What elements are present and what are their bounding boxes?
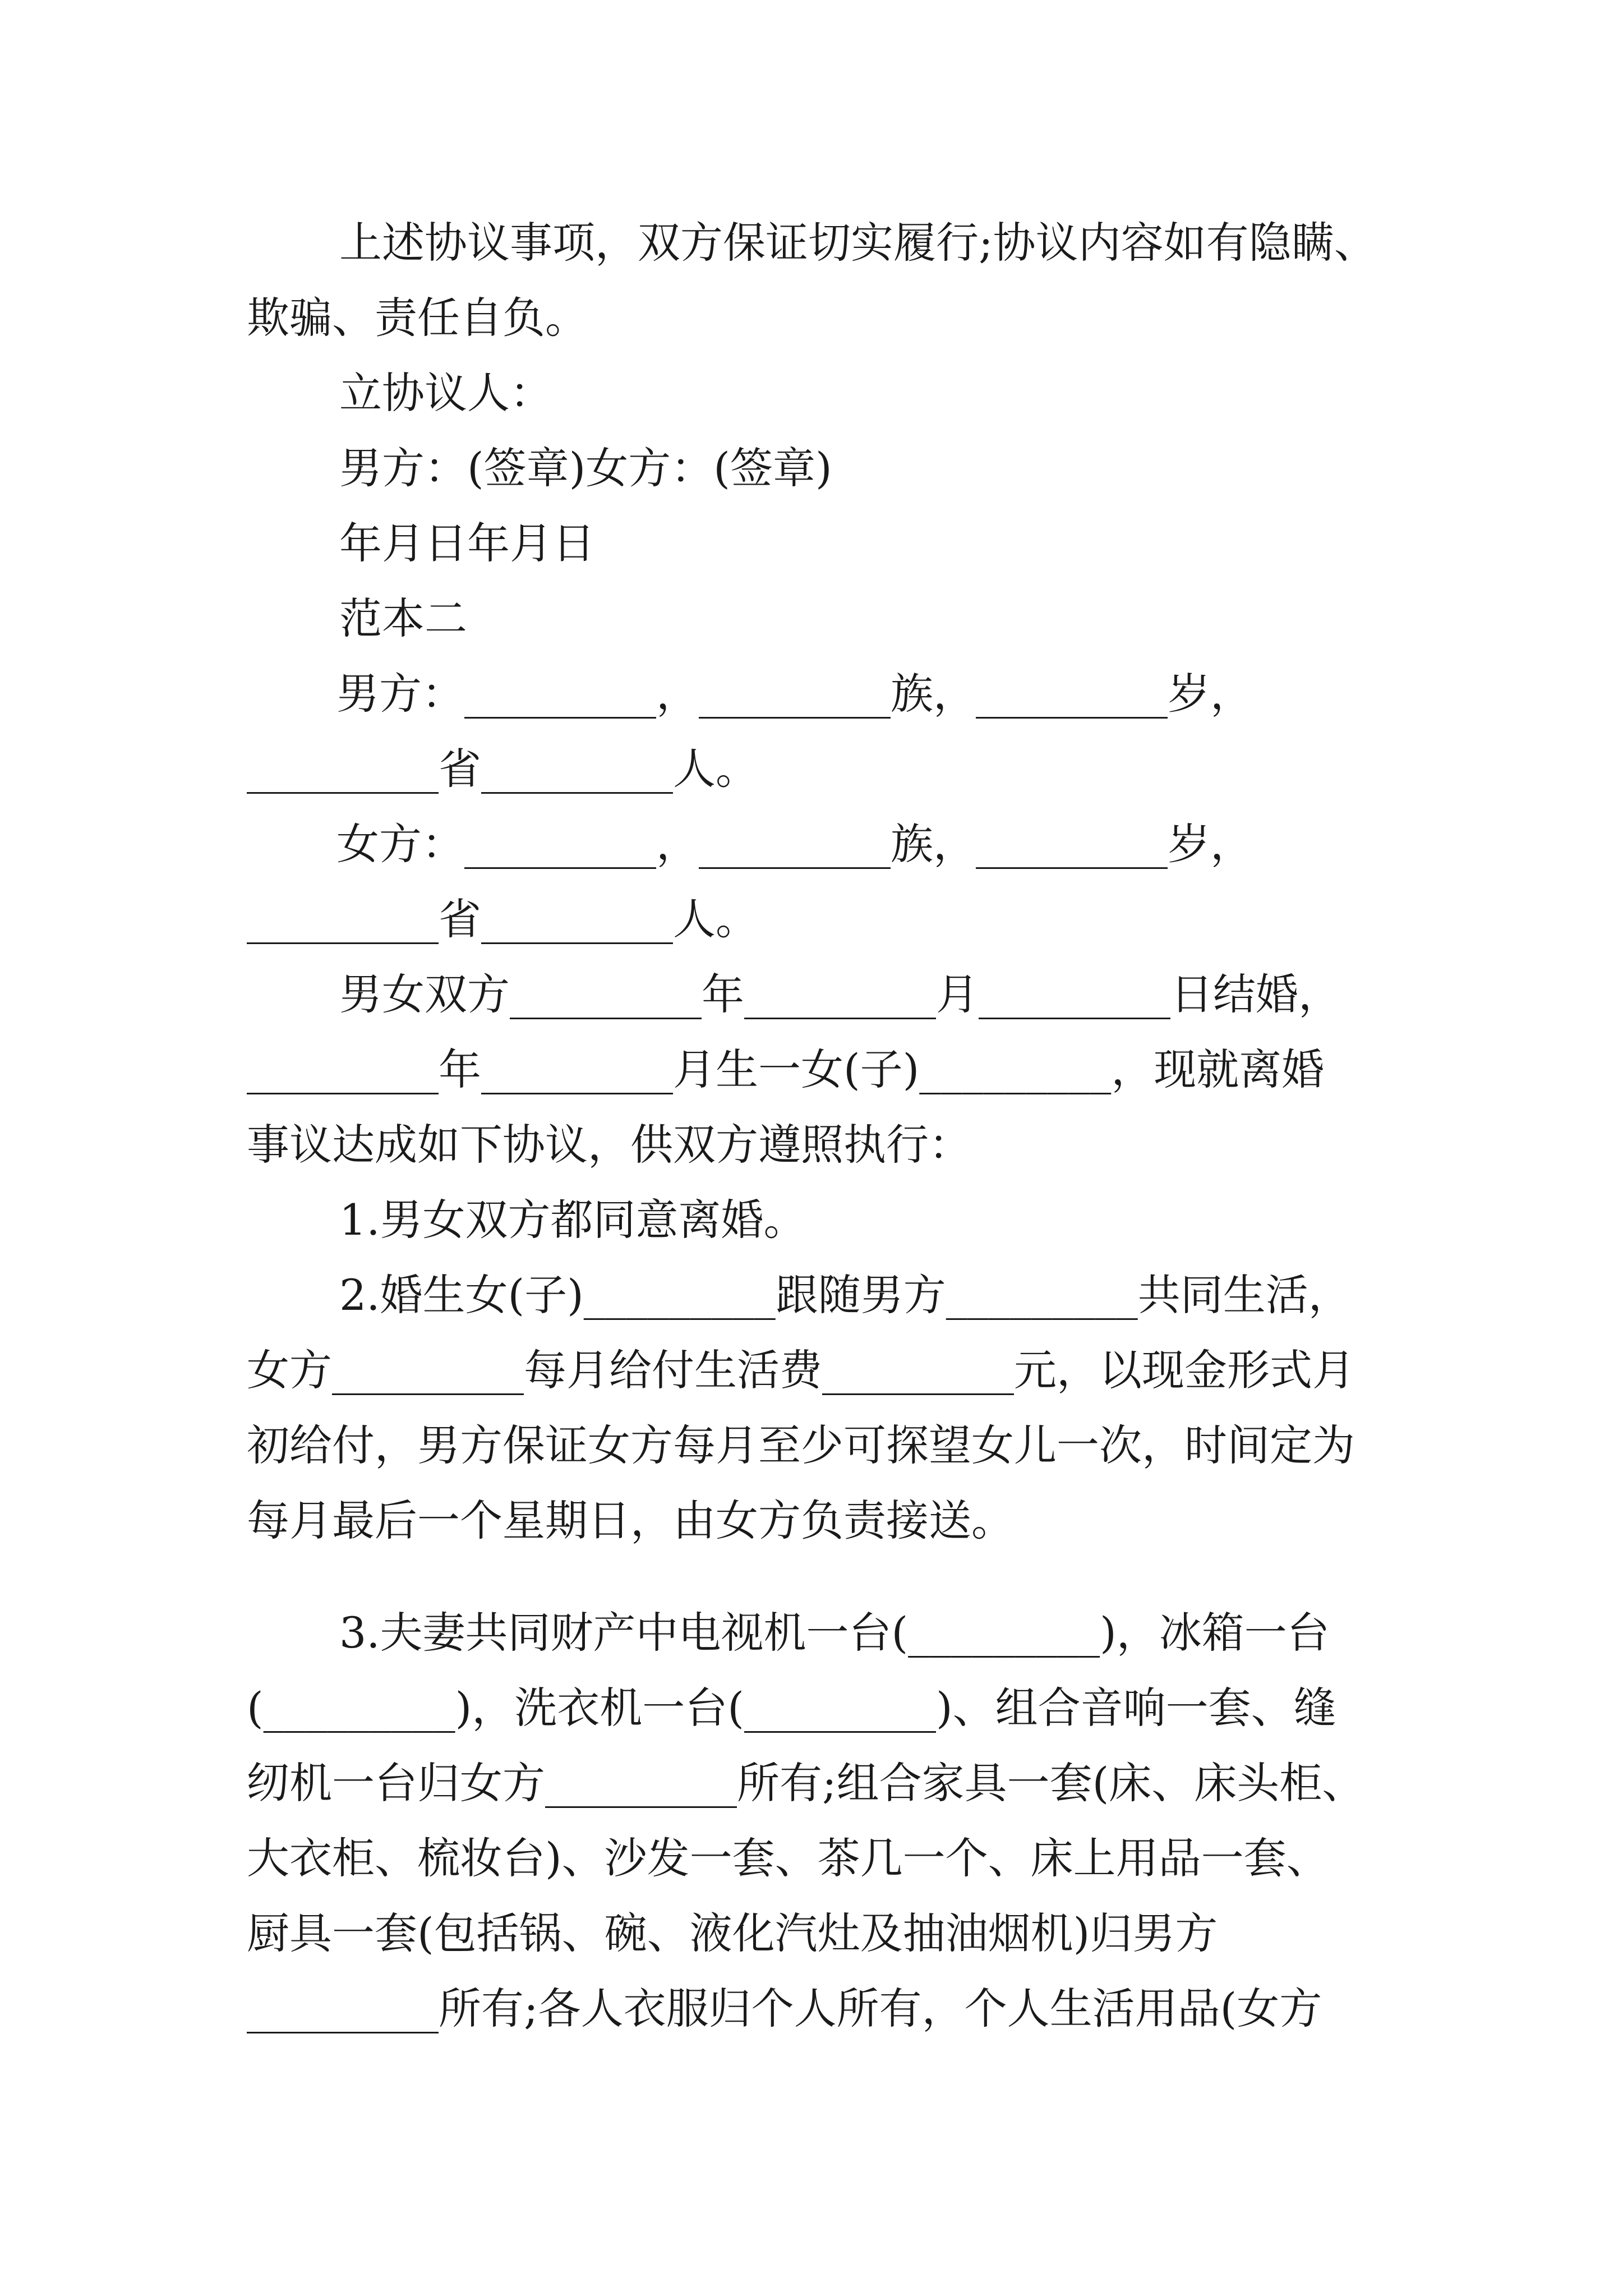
line-text: 范本二 bbox=[339, 593, 467, 643]
line-text: 3.夫妻共同财产中电视机一台(_________)，冰箱一台 bbox=[339, 1608, 1330, 1658]
text-line bbox=[0, 1328, 1623, 1412]
text-line bbox=[0, 1103, 1623, 1187]
line-text: 纫机一台归女方_________所有;组合家具一套(床、床头柜、 bbox=[247, 1758, 1365, 1808]
text-line bbox=[0, 727, 1623, 811]
line-text: 年月日年月日 bbox=[339, 518, 595, 568]
line-text: 每月最后一个星期日，由女方负责接送。 bbox=[247, 1496, 1014, 1545]
line-text: 2.婚生女(子)_________跟随男方_________共同生活， bbox=[339, 1270, 1351, 1320]
line-text: 大衣柜、梳妆台)、沙发一套、茶几一个、床上用品一套、 bbox=[247, 1833, 1329, 1883]
line-text: 上述协议事项，双方保证切实履行;协议内容如有隐瞒、 bbox=[339, 218, 1377, 268]
text-line bbox=[0, 351, 1623, 435]
text-line bbox=[0, 1591, 1623, 1675]
line-text: 初给付，男方保证女方每月至少可探望女儿一次，时间定为 bbox=[247, 1420, 1355, 1470]
text-line bbox=[0, 276, 1623, 360]
line-text: (_________)，洗衣机一台(_________)、组合音响一套、缝 bbox=[247, 1683, 1336, 1733]
line-text: 男方：(签章)女方：(签章) bbox=[339, 443, 832, 493]
text-line bbox=[0, 953, 1623, 1037]
text-line bbox=[0, 1253, 1623, 1337]
text-line bbox=[0, 802, 1623, 886]
line-text: _________年_________月生一女(子)_________，现就离婚 bbox=[247, 1045, 1325, 1094]
text-line bbox=[0, 426, 1623, 510]
text-line bbox=[0, 1967, 1623, 2051]
line-text: _________省_________人。 bbox=[247, 894, 758, 944]
line-text: _________省_________人。 bbox=[247, 744, 758, 794]
line-text: 事议达成如下协议，供双方遵照执行： bbox=[247, 1120, 971, 1170]
text-line bbox=[0, 877, 1623, 961]
line-text: 男方：_________，_________族，_________岁， bbox=[336, 669, 1253, 719]
text-line bbox=[0, 1666, 1623, 1750]
text-line bbox=[0, 652, 1623, 736]
text-line bbox=[0, 1479, 1623, 1563]
line-text: 厨具一套(包括锅、碗、液化汽灶及抽油烟机)归男方 bbox=[247, 1908, 1218, 1958]
text-line bbox=[0, 1741, 1623, 1825]
text-line bbox=[0, 1178, 1623, 1262]
text-line bbox=[0, 1892, 1623, 1976]
text-line bbox=[0, 501, 1623, 586]
line-text: 欺骗、责任自负。 bbox=[247, 293, 588, 343]
text-line bbox=[0, 1816, 1623, 1901]
line-text: 女方：_________，_________族，_________岁， bbox=[336, 819, 1253, 869]
text-line bbox=[0, 1404, 1623, 1488]
text-line bbox=[0, 201, 1623, 285]
text-line bbox=[0, 577, 1623, 661]
line-text: 立协议人： bbox=[339, 368, 552, 418]
line-text: _________所有;各人衣服归个人所有，个人生活用品(女方 bbox=[247, 1984, 1322, 2033]
text-line bbox=[0, 1028, 1623, 1112]
line-text: 1.男女双方都同意离婚。 bbox=[339, 1195, 806, 1245]
line-text: 女方_________每月给付生活费_________元，以现金形式月 bbox=[247, 1345, 1355, 1395]
line-text: 男女双方_________年_________月_________日结婚， bbox=[339, 969, 1341, 1019]
